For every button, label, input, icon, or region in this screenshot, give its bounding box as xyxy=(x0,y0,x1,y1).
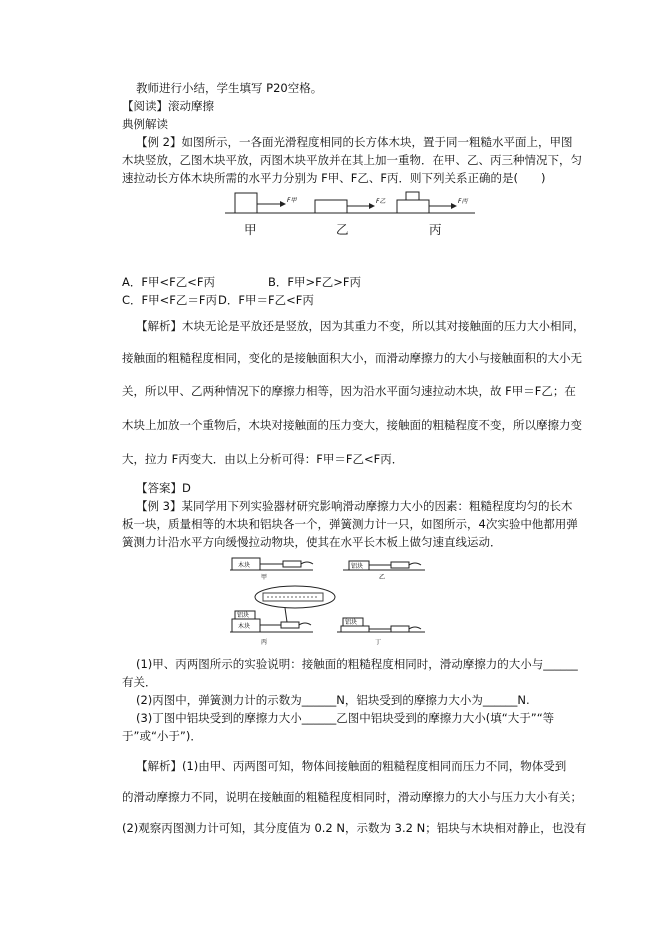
label-mukuai: 木块 xyxy=(238,623,251,630)
text-line: 教师进行小结，学生填写 P20空格。 xyxy=(136,81,323,95)
caption-yi: 乙 xyxy=(336,222,349,237)
label-lvkuai: 铝块 xyxy=(237,612,250,619)
question-3-cont: 于”或“小于”)． xyxy=(122,729,202,743)
question-1: (1)甲、丙两图所示的实验说明：接触面的粗糙程度相同时，滑动摩擦力的大小与______ xyxy=(136,657,578,671)
label-ding: 丁 xyxy=(375,639,382,646)
force-label-jia: F甲 xyxy=(287,197,297,204)
hand-bing xyxy=(299,623,311,625)
example-3-line: 板一块，质量相等的木块和铝块各一个，弹簧测力计一只，如图所示，4次实验中他都用弹 xyxy=(122,517,578,531)
label-mukuai: 木块 xyxy=(238,562,251,569)
block-yi xyxy=(315,200,347,213)
spring-scale-ding xyxy=(391,626,409,632)
caption-jia: 甲 xyxy=(244,222,257,237)
label-lvkuai: 铝块 xyxy=(345,619,358,626)
analysis-line: (2)观察丙图测力计可知，其分度值为 0.2 N，示数为 3.2 N；铝块与木块相对静止，也没有 xyxy=(122,821,587,835)
weight-bing xyxy=(406,192,419,200)
spring-scale-bing xyxy=(281,622,299,628)
option-a: A．F甲<F乙<F丙 xyxy=(122,275,215,289)
analysis-line: 接触面的粗糙程度相同，变化的是接触面积大小，而滑动摩擦力的大小与接触面积的大小无 xyxy=(122,351,582,365)
block-figure xyxy=(225,190,475,218)
hand-jia xyxy=(301,562,313,564)
question-1-cont: 有关． xyxy=(122,675,157,689)
analysis-line: 大，拉力 F丙变大．由以上分析可得：F甲＝F乙<F丙． xyxy=(122,452,404,466)
option-c: C．F甲<F乙＝F丙 xyxy=(122,293,218,307)
spring-scale-yi xyxy=(391,562,409,568)
force-label-bing: F丙 xyxy=(458,198,468,205)
analysis-line: 木块上加放一个重物后，木块对接触面的压力变大，接触面的粗糙程度不变，所以摩擦力变 xyxy=(122,418,582,432)
analysis-line: 的滑动摩擦力不同，说明在接触面的粗糙程度相同时，滑动摩擦力的大小与压力大小有关； xyxy=(122,790,582,804)
hand-ding xyxy=(409,627,421,629)
answer: 【答案】D xyxy=(136,481,191,495)
block-jia xyxy=(235,193,257,213)
question-3: (3)丁图中铝块受到的摩擦力大小______乙图中铝块受到的摩擦力大小(填“大于”“等 xyxy=(136,711,555,725)
spring-scale-jia xyxy=(283,561,301,567)
option-d: D．F甲＝F乙<F丙 xyxy=(218,293,314,307)
block-ding xyxy=(341,626,369,632)
label-jia: 甲 xyxy=(261,574,268,581)
example-2-line: 速拉动长方体木块所需的水平力分别为 F甲、F乙、F丙．则下列关系正确的是( ) xyxy=(122,171,546,185)
reading-heading: 【阅读】滚动摩擦 xyxy=(122,99,214,113)
caption-bing: 丙 xyxy=(429,222,442,237)
example-2-line: 木块竖放，乙图木块平放，丙图木块平放并在其上加一重物．在甲、乙、丙三种情况下，匀 xyxy=(122,153,582,167)
example-3-line: 【例 3】某同学用下列实验器材研究影响滑动摩擦力大小的因素：粗糙程度均匀的长木 xyxy=(136,499,573,513)
label-lvkuai: 铝块 xyxy=(351,563,364,570)
block-bing xyxy=(397,200,429,213)
question-2: (2)丙图中，弹簧测力计的示数为______N，铝块受到的摩擦力大小为______N. xyxy=(136,693,530,707)
example-3-line: 簧测力计沿水平方向缓慢拉动物块，使其在水平长木板上做匀速直线运动． xyxy=(122,535,502,549)
analysis-line: 【解析】木块无论是平放还是竖放，因为其重力不变，所以其对接触面的压力大小相同， xyxy=(136,319,585,333)
section-heading: 典例解读 xyxy=(122,117,168,131)
label-bing: 丙 xyxy=(261,639,268,646)
force-label-yi: F乙 xyxy=(376,198,386,205)
analysis-line: 关，所以甲、乙两种情况下的摩擦力相等，因为沿水平面匀速拉动木块，故 F甲＝F乙；在 xyxy=(122,384,576,398)
option-b: B．F甲>F乙>F丙 xyxy=(268,275,362,289)
example-2-line: 【例 2】如图所示，一各面光滑程度相同的长方体木块，置于同一粗糙水平面上，甲图 xyxy=(136,135,573,149)
label-yi: 乙 xyxy=(379,574,386,581)
analysis-line: 【解析】(1)由甲、丙两图可知，物体间接触面的粗糙程度相同而压力不同，物体受到 xyxy=(136,759,567,773)
hand-yi xyxy=(409,563,421,565)
friction-experiment-figure xyxy=(225,552,445,652)
